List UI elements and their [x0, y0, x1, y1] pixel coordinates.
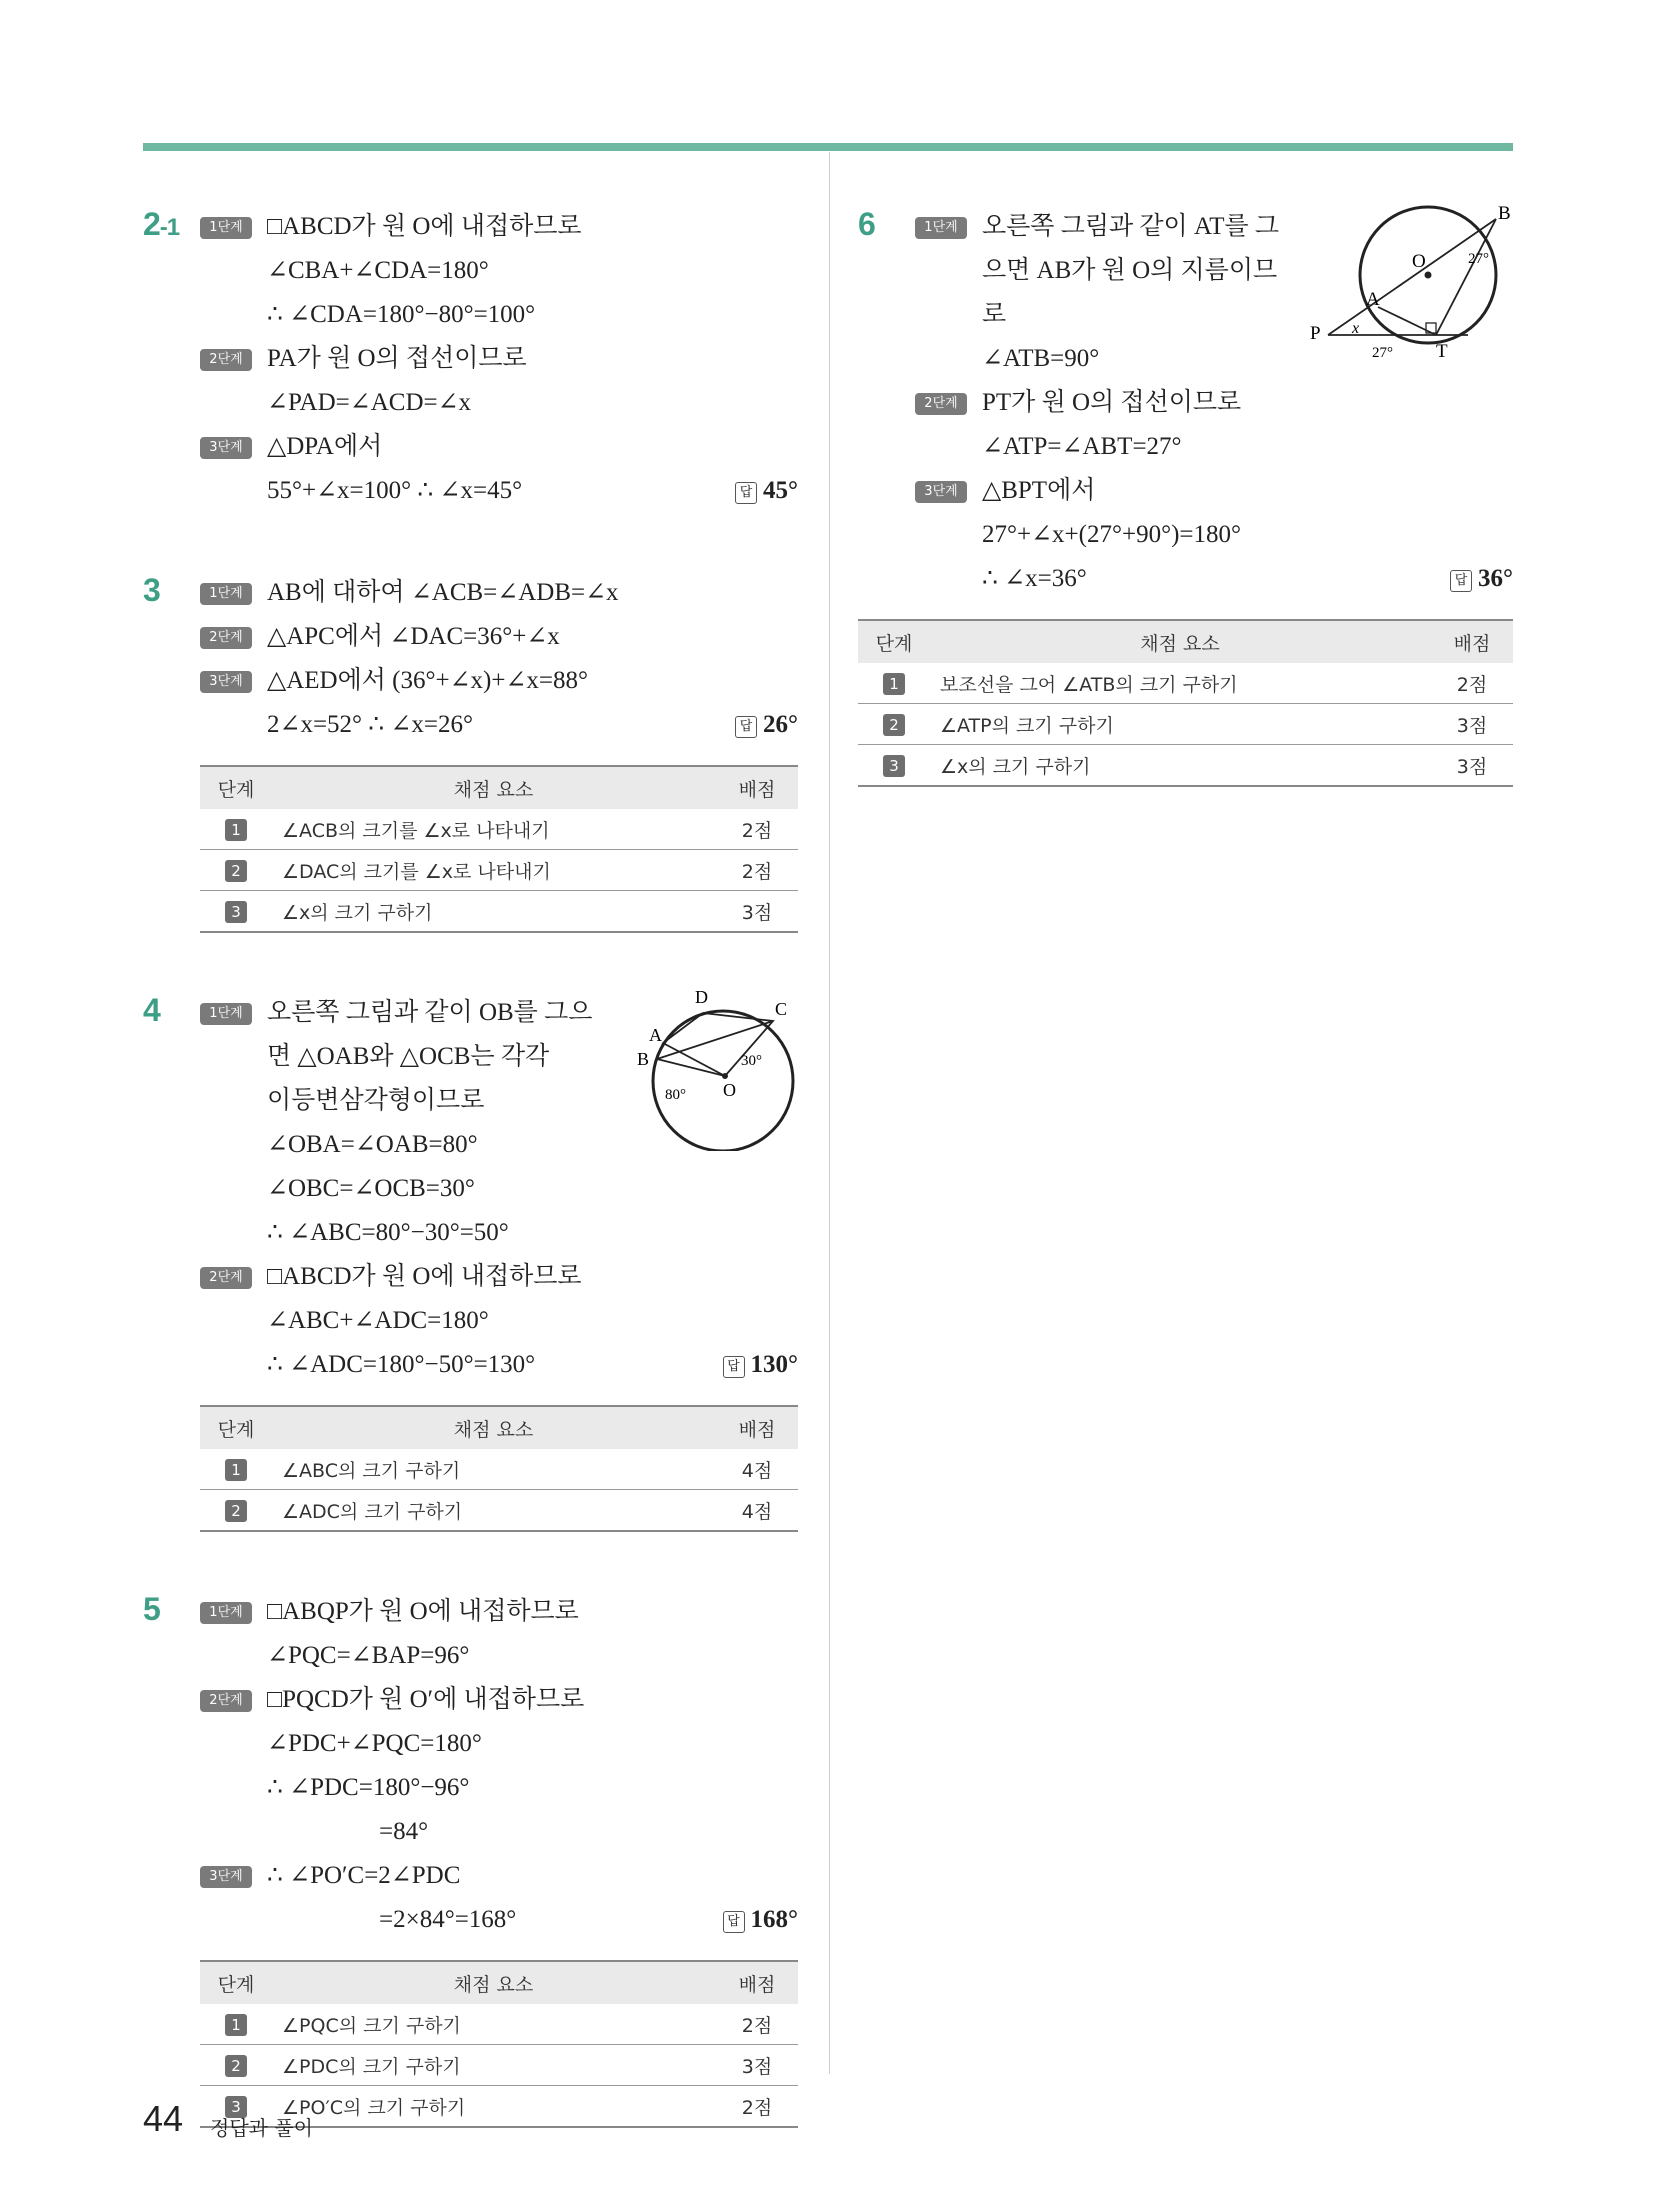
table-row — [200, 2045, 798, 2086]
label-angle-30: 30° — [741, 1053, 762, 1069]
header-step: 단계 — [200, 1961, 272, 2004]
step-number-badge: 1 — [225, 819, 247, 841]
step-badge: 2단계 — [200, 627, 252, 649]
table-row — [200, 850, 798, 891]
step-number-badge: 1 — [225, 2014, 247, 2036]
step-cell — [200, 1449, 272, 1490]
solution-line: ∠PDC+∠PQC=180° — [267, 1730, 482, 1757]
step-badge: 1단계 — [200, 1003, 252, 1025]
problem-6 — [858, 205, 1513, 787]
answer-mark: 답 — [1450, 570, 1472, 592]
step-badge: 1단계 — [200, 1602, 252, 1624]
label-O: O — [1412, 251, 1426, 272]
step-badge: 2단계 — [200, 349, 252, 371]
final-answer: 답 130° — [723, 1343, 799, 1387]
answer-mark: 답 — [723, 1356, 745, 1378]
step-number-badge: 2 — [225, 1500, 247, 1522]
step-badge: 3단계 — [915, 481, 967, 503]
table-row — [200, 809, 798, 850]
solution-line: □ABCD가 원 O에 내접하므로 — [267, 213, 582, 240]
step-badge: 1단계 — [915, 217, 967, 239]
header-item: 채점 요소 — [930, 620, 1431, 663]
label-T: T — [1436, 341, 1448, 362]
step-number-badge: 3 — [883, 755, 905, 777]
problem-5 — [143, 1590, 798, 2128]
column-divider — [829, 152, 830, 2074]
step-number-badge: 3 — [225, 901, 247, 923]
solution-line: ∠ATP=∠ABT=27° — [982, 433, 1182, 460]
solution-line: △BPT에서 — [982, 477, 1096, 504]
solution-line: =2×84°=168° — [379, 1906, 517, 1933]
step-badge: 3단계 — [200, 1866, 252, 1888]
final-answer: 답 36° — [1450, 557, 1513, 601]
solution-line: 27°+∠x+(27°+90°)=180° — [982, 521, 1241, 548]
points-cell: 3점 — [1431, 745, 1513, 787]
solution-line: PT가 원 O의 접선이므로 — [982, 389, 1242, 416]
criteria-cell: 보조선을 그어 ∠ATB의 크기 구하기 — [930, 663, 1431, 704]
label-A: A — [649, 1025, 662, 1045]
step-badge: 2단계 — [200, 1267, 252, 1289]
table-row — [858, 663, 1513, 704]
final-answer: 답 45° — [735, 469, 798, 513]
step-number-badge: 2 — [225, 2055, 247, 2077]
step-cell — [200, 850, 272, 891]
right-column — [858, 205, 1513, 845]
criteria-cell: ∠DAC의 크기를 ∠x로 나타내기 — [272, 850, 716, 891]
label-P: P — [1310, 323, 1321, 344]
header-step: 단계 — [858, 620, 930, 663]
step-cell — [200, 2004, 272, 2045]
problem-number: 6 — [858, 206, 875, 242]
solution-line: △DPA에서 — [267, 433, 383, 460]
solution-line: ∴ ∠ADC=180°−50°=130° — [267, 1351, 536, 1378]
label-x: x — [1352, 320, 1360, 337]
solution-line: ∠ATB=90° — [982, 345, 1100, 372]
points-cell: 2점 — [716, 809, 798, 850]
label-angle-27-bottom: 27° — [1372, 345, 1393, 361]
criteria-cell: ∠PDC의 크기 구하기 — [272, 2045, 716, 2086]
solution-line: 로 — [982, 301, 1007, 328]
points-cell: 3점 — [716, 2045, 798, 2086]
problem-number: 4 — [143, 992, 160, 1028]
scoring-table-header — [200, 766, 798, 809]
problem-2-1 — [143, 205, 798, 513]
step-number-badge: 1 — [225, 1459, 247, 1481]
points-cell: 3점 — [1431, 704, 1513, 745]
solution-line: AB에 대하여 ∠ACB=∠ADB=∠x — [267, 579, 619, 606]
solution-line: □ABQP가 원 O에 내접하므로 — [267, 1598, 579, 1625]
solution-line: ∴ ∠x=36° — [982, 565, 1087, 592]
solution-line: ∠OBC=∠OCB=30° — [267, 1175, 475, 1202]
scoring-table-header — [200, 1961, 798, 2004]
criteria-cell: ∠x의 크기 구하기 — [272, 891, 716, 933]
top-accent-bar — [143, 143, 1513, 151]
answer-mark: 답 — [735, 716, 757, 738]
step-cell — [858, 704, 930, 745]
step-cell — [858, 663, 930, 704]
scoring-table — [200, 1405, 798, 1532]
points-cell: 2점 — [1431, 663, 1513, 704]
points-cell: 2점 — [716, 850, 798, 891]
problem-4 — [143, 987, 798, 1532]
scoring-table-header — [858, 620, 1513, 663]
problem-number: 3 — [143, 572, 160, 608]
header-step: 단계 — [200, 1406, 272, 1449]
table-row — [200, 1449, 798, 1490]
solution-line: ∴ ∠ABC=80°−30°=50° — [267, 1219, 509, 1246]
label-angle-27-top: 27° — [1468, 251, 1489, 267]
left-column — [143, 205, 798, 2186]
problem-number: 5 — [143, 1591, 160, 1627]
solution-line: 면 △OAB와 △OCB는 각각 — [267, 1043, 550, 1070]
step-badge: 3단계 — [200, 437, 252, 459]
header-points: 배점 — [716, 1961, 798, 2004]
points-cell: 2점 — [716, 2086, 798, 2128]
table-row — [200, 891, 798, 933]
solution-line: 오른쪽 그림과 같이 OB를 그으 — [267, 999, 593, 1026]
points-cell: 4점 — [716, 1449, 798, 1490]
header-item: 채점 요소 — [272, 1961, 716, 2004]
solution-line: 오른쪽 그림과 같이 AT를 그 — [982, 213, 1280, 240]
solution-line: □PQCD가 원 O′에 내접하므로 — [267, 1686, 585, 1713]
criteria-cell: ∠PQC의 크기 구하기 — [272, 2004, 716, 2045]
criteria-cell: ∠x의 크기 구하기 — [930, 745, 1431, 787]
label-O: O — [723, 1080, 736, 1100]
criteria-cell: ∠ADC의 크기 구하기 — [272, 1490, 716, 1532]
solution-line: ∠CBA+∠CDA=180° — [267, 257, 489, 284]
footer-label: 정답과 풀이 — [210, 2116, 313, 2140]
label-A: A — [1366, 289, 1380, 310]
step-badge: 1단계 — [200, 217, 252, 239]
table-row — [858, 704, 1513, 745]
step-badge: 2단계 — [915, 393, 967, 415]
solution-line: 2∠x=52° ∴ ∠x=26° — [267, 711, 473, 738]
table-row — [200, 2004, 798, 2045]
header-points: 배점 — [716, 766, 798, 809]
header-item: 채점 요소 — [272, 1406, 716, 1449]
solution-line: ∴ ∠PDC=180°−96° — [267, 1774, 470, 1801]
problem-number: 2-1 — [143, 206, 180, 242]
final-answer: 답 168° — [723, 1898, 799, 1942]
solution-line: ∠PAD=∠ACD=∠x — [267, 389, 472, 416]
answer-mark: 답 — [735, 482, 757, 504]
header-points: 배점 — [716, 1406, 798, 1449]
criteria-cell: ∠ACB의 크기를 ∠x로 나타내기 — [272, 809, 716, 850]
answer-mark: 답 — [723, 1911, 745, 1933]
label-B: B — [637, 1049, 650, 1069]
solution-line: △AED에서 (36°+∠x)+∠x=88° — [267, 667, 588, 694]
problem-3 — [143, 571, 798, 933]
scoring-table — [200, 1960, 798, 2128]
solution-line: ∠ABC+∠ADC=180° — [267, 1307, 489, 1334]
solution-line: □ABCD가 원 O에 내접하므로 — [267, 1263, 582, 1290]
step-cell — [858, 745, 930, 787]
scoring-table — [200, 765, 798, 933]
solution-line: ∴ ∠PO′C=2∠PDC — [267, 1862, 461, 1889]
step-badge: 3단계 — [200, 671, 252, 693]
points-cell: 3점 — [716, 891, 798, 933]
scoring-table — [858, 619, 1513, 787]
scoring-table-header — [200, 1406, 798, 1449]
solution-line: 55°+∠x=100° ∴ ∠x=45° — [267, 477, 523, 504]
page-number: 44 — [143, 2098, 184, 2139]
solution-line: ∠PQC=∠BAP=96° — [267, 1642, 470, 1669]
step-number-badge: 1 — [883, 673, 905, 695]
solution-line: 으면 AB가 원 O의 지름이므 — [982, 257, 1278, 284]
points-cell: 4점 — [716, 1490, 798, 1532]
step-number-badge: 2 — [225, 860, 247, 882]
step-badge: 1단계 — [200, 583, 252, 605]
step-number-badge: 3 — [225, 2096, 247, 2118]
header-points: 배점 — [1431, 620, 1513, 663]
solution-line: ∠OBA=∠OAB=80° — [267, 1131, 478, 1158]
solution-line: PA가 원 O의 접선이므로 — [267, 345, 527, 372]
label-D: D — [695, 987, 708, 1007]
step-cell — [200, 891, 272, 933]
label-C: C — [775, 999, 788, 1019]
label-angle-80: 80° — [665, 1087, 686, 1103]
table-row — [858, 745, 1513, 787]
table-row — [200, 1490, 798, 1532]
criteria-cell: ∠PO′C의 크기 구하기 — [272, 2086, 716, 2128]
step-cell — [200, 2045, 272, 2086]
step-number-badge: 2 — [883, 714, 905, 736]
points-cell: 2점 — [716, 2004, 798, 2045]
step-cell — [200, 809, 272, 850]
solution-line: =84° — [379, 1818, 429, 1845]
step-badge: 2단계 — [200, 1690, 252, 1712]
header-item: 채점 요소 — [272, 766, 716, 809]
criteria-cell: ∠ABC의 크기 구하기 — [272, 1449, 716, 1490]
step-cell — [200, 1490, 272, 1532]
header-step: 단계 — [200, 766, 272, 809]
solution-line: ∴ ∠CDA=180°−80°=100° — [267, 301, 536, 328]
label-B: B — [1498, 203, 1511, 224]
final-answer: 답 26° — [735, 703, 798, 747]
criteria-cell: ∠ATP의 크기 구하기 — [930, 704, 1431, 745]
solution-line: 이등변삼각형이므로 — [267, 1087, 485, 1114]
solution-line: △APC에서 ∠DAC=36°+∠x — [267, 623, 560, 650]
